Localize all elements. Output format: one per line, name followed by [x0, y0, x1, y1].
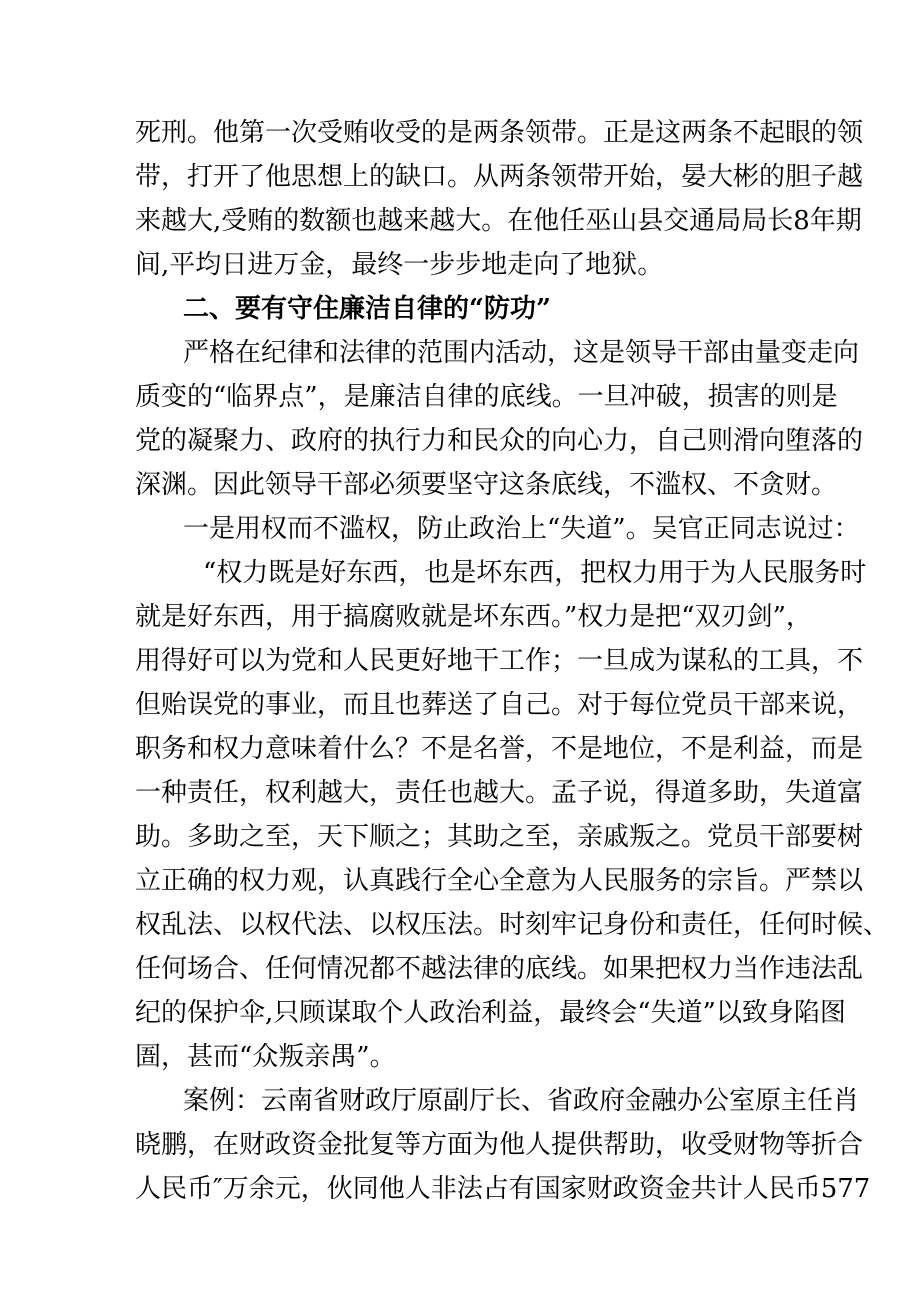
text-line: 质变的“临界点”，是廉洁自律的底线。一旦冲破，损害的则是 [135, 382, 838, 412]
text-line: 圄，甚而“众叛亲禺”。 [135, 1042, 396, 1072]
text-line: 用得好可以为党和人民更好地干工作；一旦成为谋私的工具，不 [135, 646, 864, 676]
paragraph-first-line: 严格在纪律和法律的范围内活动，这是领导干部由量变走向 [183, 338, 860, 368]
text-line: 一种责任，权利越大，责任也越大。孟子说，得道多助，失道富 [135, 778, 864, 808]
text-line: 间,平均日进万金，最终一步步地走向了地狱。 [135, 250, 664, 280]
paragraph-first-line: 一是用权而不滥权，防止政治上“失道”。吴官正同志说过： [183, 514, 860, 544]
text-line: 人民币″万余元，伙同他人非法占有国家财政资金共计人民币577 [135, 1174, 871, 1204]
text-line: 深渊。因此领导干部必须要坚守这条底线，不滥权、不贪财。 [135, 470, 838, 500]
text-line: 立正确的权力观，认真践行全心全意为人民服务的宗旨。严禁以 [135, 866, 864, 896]
text-line: 党的凝聚力、政府的执行力和民众的向心力，自己则滑向堕落的 [135, 426, 864, 456]
text-line: 任何场合、任何情况都不越法律的底线。如果把权力当作违法乱 [135, 954, 864, 984]
quote-first-line: “权力既是好东西，也是坏东西，把权力用于为人民服务时 [203, 558, 867, 588]
text-line: 权乱法、以权代法、以权压法。时刻牢记身份和责任，任何时候、 [135, 910, 890, 940]
text-line: 来越大,受贿的数额也越来越大。在他任巫山县交通局局长8年期 [135, 206, 862, 236]
text-line: 带，打开了他思想上的缺口。从两条领带开始，晏大彬的胆子越 [135, 162, 864, 192]
text-line: 但贻误党的事业，而且也葬送了自己。对于每位党员干部来说， [135, 690, 864, 720]
text-line: 就是好东西，用于搞腐败就是坏东西。”权力是把“双刃剑”， [135, 602, 812, 632]
text-line: 助。多助之至，天下顺之；其助之至，亲戚叛之。党员干部要树 [135, 822, 864, 852]
paragraph-first-line: 案例：云南省财政厅原副厅长、省政府金融办公室原主任肖 [183, 1086, 860, 1116]
text-line: 纪的保护伞,只顾谋取个人政治利益，最终会“失道”以致身陷图 [135, 998, 846, 1028]
text-line: 晓鹏，在财政资金批复等方面为他人提供帮助，收受财物等折合 [135, 1130, 864, 1160]
section-heading: 二、要有守住廉洁自律的“防功” [183, 294, 551, 324]
text-line: 死刑。他第一次受贿收受的是两条领带。正是这两条不起眼的领 [135, 118, 864, 148]
text-line: 职务和权力意味着什么？不是名誉，不是地位，不是利益，而是 [135, 734, 864, 764]
